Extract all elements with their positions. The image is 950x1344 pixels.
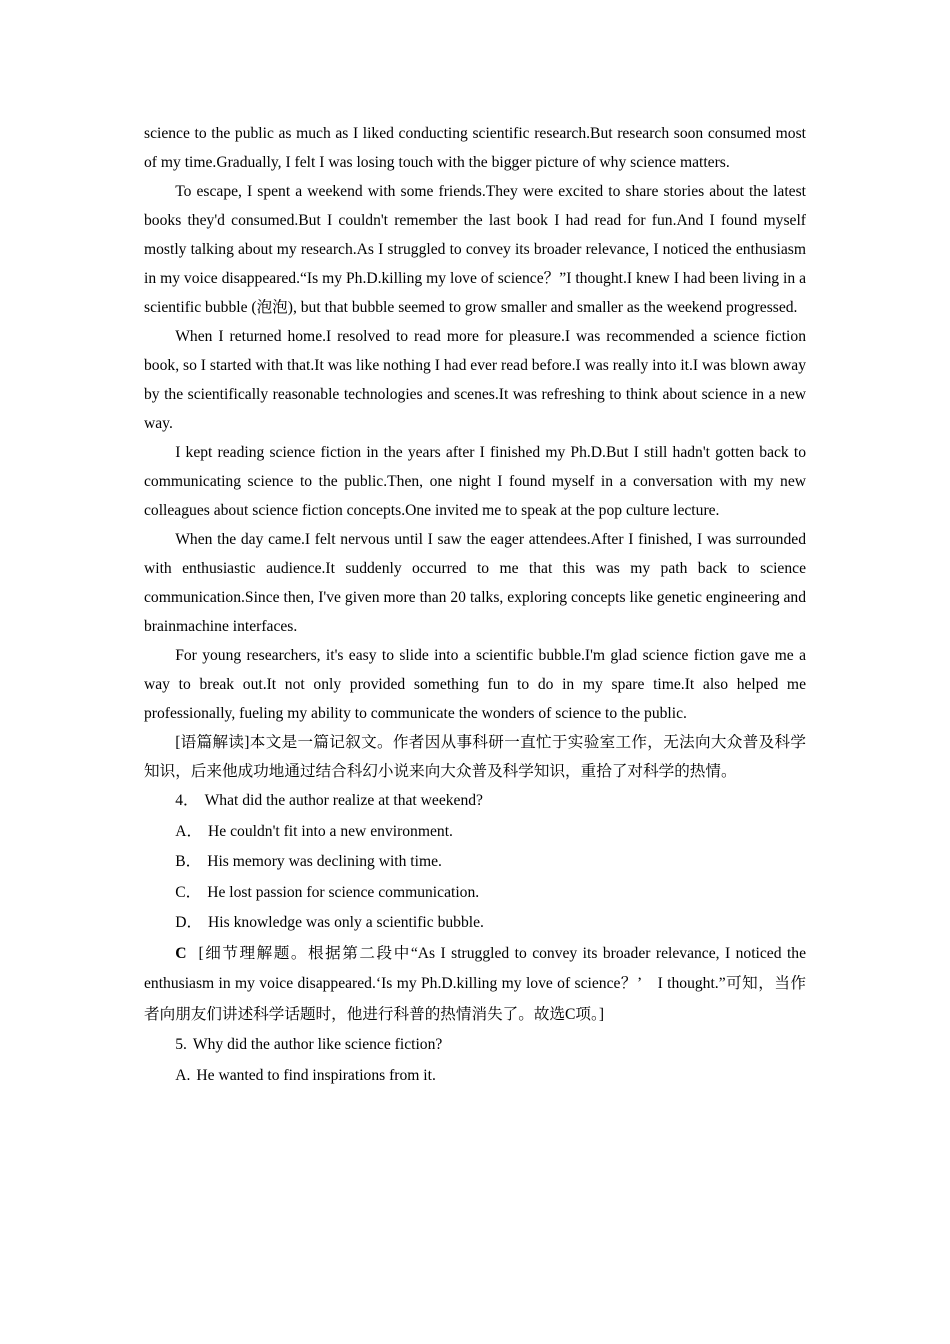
option-letter: C．	[175, 883, 202, 901]
answer-explanation: [细节理解题。根据第二段中“As I struggled to convey its broader relevance, I noticed the enthusiasm in my voice disappeared.‘Is my Ph.D.killing my love of science？’ I thought.”可知，当作者向朋友们讲述科学话题时，他进行科普的热情消失了。故选C项。]	[144, 944, 806, 1023]
question-text: What did the author realize at that weekend?	[204, 792, 483, 809]
question-5-option-a	[144, 1061, 806, 1092]
option-letter: A.	[175, 1066, 191, 1084]
question-4-option-a	[144, 817, 806, 848]
question-4-answer	[144, 939, 806, 1031]
passage-paragraph: science to the public as much as I liked conducting scientific research.But research soon consumed most of my time.Gradually, I felt I was losing touch with the bigger picture of why science matters.	[144, 125, 806, 171]
question-number: 4．	[175, 792, 199, 809]
passage-paragraph: To escape, I spent a weekend with some friends.They were excited to share stories about the latest books they'd consumed.But I couldn't remember the last book I had read for fun.And I found myself mostly talking about my research.As I struggled to convey its broader relevance, I noticed the enthusiasm in my voice disappeared.“Is my Ph.D.killing my love of science？”I thought.I knew I had been living in a scientific bubble (泡泡), but that bubble seemed to grow smaller and smaller as the weekend progressed.	[144, 183, 806, 316]
answer-letter: C	[175, 944, 187, 962]
question-5-stem	[144, 1030, 806, 1061]
analysis-text: 本文是一篇记叙文。作者因从事科研一直忙于实验室工作，无法向大众普及科学知识，后来他成功地通过结合科幻小说来向大众普及科学知识，重拾了对科学的热情。	[144, 734, 806, 780]
option-text: He lost passion for science communication.	[207, 883, 480, 901]
question-text: Why did the author like science fiction?	[192, 1036, 443, 1053]
passage-paragraph: For young researchers, it's easy to slide into a scientific bubble.I'm glad science fiction gave me a way to break out.It not only provided something fun to do in my spare time.It also helped me professionally, fueling my ability to communicate the wonders of science to the public.	[144, 647, 806, 722]
passage-paragraph: When I returned home.I resolved to read more for pleasure.I was recommended a science fiction book, so I started with that.It was like nothing I had ever read before.I was really into it.I was blown away by the scientifically reasonable technologies and scenes.It was refreshing to think about science in a new way.	[144, 328, 806, 432]
passage-paragraph: When the day came.I felt nervous until I saw the eager attendees.After I finished, I was surrounded with enthusiastic audience.It suddenly occurred to me that this was my path back to science communication.Since then, I've given more than 20 talks, exploring concepts like genetic engineering and brainmachine interfaces.	[144, 531, 806, 635]
option-text: His knowledge was only a scientific bubble.	[208, 914, 484, 931]
option-text: His memory was declining with time.	[207, 853, 442, 870]
passage-analysis	[144, 728, 806, 786]
passage-paragraph: I kept reading science fiction in the years after I finished my Ph.D.But I still hadn't gotten back to communicating science to the public.Then, one night I found myself in a conversation with my new colleagues about science fiction concepts.One invited me to speak at the pop culture lecture.	[144, 444, 806, 519]
question-4-option-b	[144, 847, 806, 878]
option-letter: D．	[175, 914, 203, 931]
question-4-stem	[144, 786, 806, 817]
option-letter: A．	[175, 822, 203, 840]
question-4-option-c	[144, 878, 806, 909]
document-page	[144, 119, 806, 1091]
option-text: He couldn't fit into a new environment.	[208, 822, 453, 840]
option-letter: B．	[175, 853, 202, 870]
question-number: 5.	[175, 1036, 187, 1053]
analysis-heading: [语篇解读]	[175, 734, 250, 751]
option-text: He wanted to find inspirations from it.	[196, 1066, 436, 1084]
question-4-option-d	[144, 908, 806, 939]
